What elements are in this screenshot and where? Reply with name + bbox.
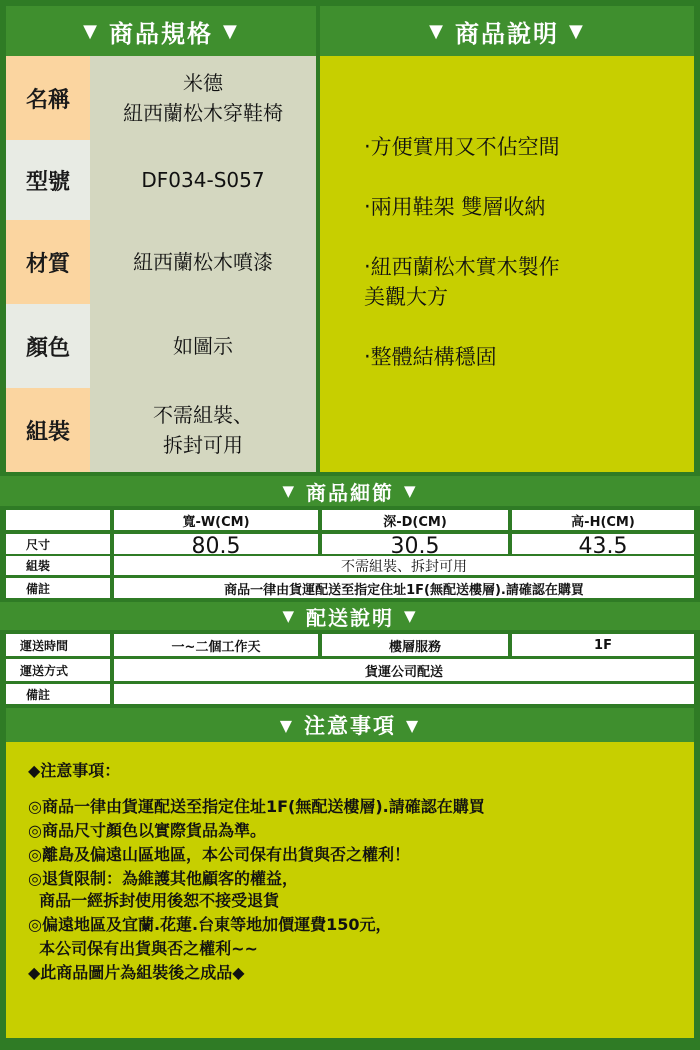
assembly-value: 不需組裝、拆封可用 [114, 556, 694, 575]
triangle-down-icon: ▼ [406, 715, 421, 735]
shipping-time-label: 運送時間 [6, 634, 110, 656]
triangle-down-icon: ▼ [279, 715, 294, 735]
size-depth-value: 30.5 [322, 534, 508, 554]
notice-line: ◎偏遠地區及宜蘭.花蓮.台東等地加價運費150元， [28, 915, 392, 934]
spec-value-text: 如圖示 [173, 334, 233, 358]
triangle-down-icon: ▼ [282, 607, 296, 625]
description-item: ‧兩用鞋架 雙層收納 [364, 195, 546, 219]
shipping-header [0, 602, 700, 630]
spec-label-assembly [6, 388, 90, 472]
spec-label-text: 名稱 [25, 87, 70, 113]
remark-label: 備註 [6, 578, 110, 598]
spec-value-material [90, 220, 316, 304]
detail-col-header: 高-H(CM) [512, 510, 694, 530]
triangle-down-icon: ▼ [404, 482, 418, 500]
spec-value-text: 紐西蘭松木噴漆 [133, 250, 273, 274]
detail-col-header: 深-D(CM) [322, 510, 508, 530]
spec-value-model [90, 140, 316, 220]
shipping-method-value: 貨運公司配送 [114, 659, 694, 681]
triangle-down-icon: ▼ [569, 20, 585, 42]
spec-label-material [6, 220, 90, 304]
detail-corner-cell [6, 510, 110, 530]
spec-value-assembly [90, 388, 316, 472]
notice-panel [6, 742, 694, 1038]
detail-header-label: 商品細節 [306, 480, 394, 505]
triangle-down-icon: ▼ [429, 20, 445, 42]
triangle-down-icon: ▼ [83, 20, 99, 42]
desc-header-label: 商品說明 [455, 19, 559, 48]
detail-col-header: 寬-W(CM) [114, 510, 318, 530]
assembly-label: 組裝 [6, 556, 110, 575]
description-item: ‧方便實用又不佔空間 [364, 135, 560, 159]
notice-line: 本公司保有出貨與否之權利~~ [28, 939, 258, 958]
notice-header-label: 注意事項 [304, 714, 396, 738]
spec-label-name [6, 56, 90, 140]
triangle-down-icon: ▼ [404, 607, 418, 625]
shipping-header-label: 配送說明 [306, 605, 394, 630]
shipping-remark-label: 備註 [6, 684, 110, 704]
detail-header [0, 476, 700, 506]
spec-value-text: 米德 紐西蘭松木穿鞋椅 [123, 71, 283, 125]
shipping-remark-value [114, 684, 694, 704]
notice-header [6, 708, 694, 742]
spec-label-text: 顏色 [25, 335, 70, 361]
spec-value-color [90, 304, 316, 388]
notice-line: 商品一經拆封使用後恕不接受退貨 [28, 891, 280, 910]
shipping-floor-label: 樓層服務 [322, 634, 508, 656]
description-panel [320, 56, 694, 472]
spec-header [6, 6, 316, 56]
spec-label-color [6, 304, 90, 388]
notice-title: ◆注意事項： [28, 761, 121, 780]
description-item: ‧整體結構穩固 [364, 345, 497, 369]
shipping-time-value: 一~二個工作天 [114, 634, 318, 656]
notice-line: ◎退貨限制：為維護其他顧客的權益， [28, 869, 298, 888]
notice-line: ◎商品尺寸顏色以實際貨品為準。 [28, 821, 266, 840]
triangle-down-icon: ▼ [282, 482, 296, 500]
size-width-value: 80.5 [114, 534, 318, 554]
description-item: ‧紐西蘭松木實木製作 美觀大方 [364, 255, 560, 309]
notice-line: ◎商品一律由貨運配送至指定住址1F(無配送樓層).請確認在購買 [28, 797, 485, 816]
shipping-floor-value: 1F [512, 634, 694, 656]
notice-line: ◆此商品圖片為組裝後之成品◆ [28, 963, 245, 982]
remark-value: 商品一律由貨運配送至指定住址1F(無配送樓層).請確認在購買 [114, 578, 694, 598]
size-label: 尺寸 [6, 534, 110, 554]
size-height-value: 43.5 [512, 534, 694, 554]
spec-header-label: 商品規格 [109, 19, 213, 48]
notice-line: ◎離島及偏遠山區地區，本公司保有出貨與否之權利！ [28, 845, 410, 864]
spec-label-model [6, 140, 90, 220]
shipping-method-label: 運送方式 [6, 659, 110, 681]
spec-label-text: 材質 [25, 251, 70, 277]
triangle-down-icon: ▼ [223, 20, 239, 42]
spec-value-text: DF034-S057 [141, 168, 265, 192]
spec-value-name [90, 56, 316, 140]
spec-label-text: 組裝 [25, 419, 70, 445]
spec-label-text: 型號 [25, 169, 70, 195]
spec-value-text: 不需組裝、 拆封可用 [153, 403, 253, 457]
desc-header [320, 6, 694, 56]
